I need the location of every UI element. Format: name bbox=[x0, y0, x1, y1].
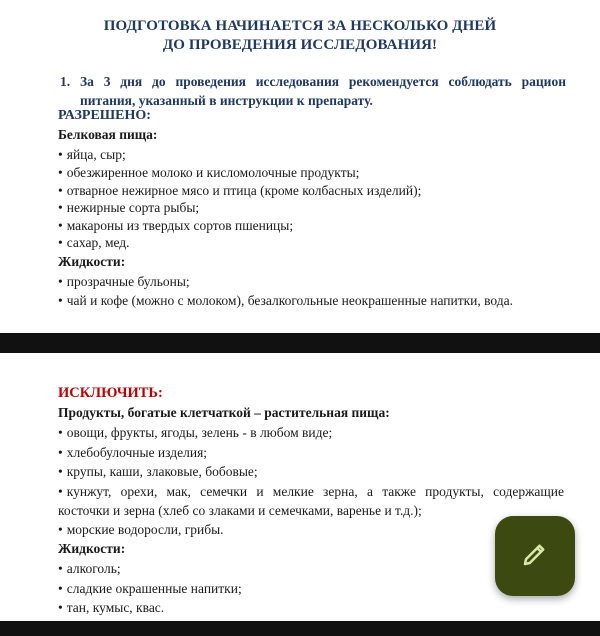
list-item: • овощи, фрукты, ягоды, зелень - в любом виде; bbox=[58, 425, 333, 440]
bottom-bar bbox=[0, 621, 600, 636]
list-item: • хлебобулочные изделия; bbox=[58, 445, 208, 460]
liquids-heading: Жидкости: bbox=[58, 254, 126, 269]
list-item: • тан, кумыс, квас. bbox=[58, 600, 165, 615]
list-item: • алкоголь; bbox=[58, 561, 121, 576]
edit-button[interactable] bbox=[495, 516, 575, 596]
protein-heading: Белковая пища: bbox=[58, 127, 158, 142]
allowed-label: РАЗРЕШЕНО: bbox=[58, 108, 151, 123]
list-item: • отварное нежирное мясо и птица (кроме колбасных изделий); bbox=[58, 183, 422, 198]
liquids-heading-2: Жидкости: bbox=[58, 541, 126, 556]
list-item: • морские водоросли, грибы. bbox=[58, 522, 224, 537]
list-item-seeds: • кунжут, орехи, мак, семечки и мелкие зерна, а также продукты, содержащие bbox=[58, 484, 564, 499]
list-item-seeds-continued: косточки и зерна (хлеб со злаками и семечками, варенье и т.д.); bbox=[58, 503, 422, 518]
pencil-icon bbox=[520, 539, 550, 574]
numbered-item-1 bbox=[60, 72, 566, 110]
list-item: • обезжиренное молоко и кисломолочные продукты; bbox=[58, 165, 360, 180]
exclude-label: ИСКЛЮЧИТЬ: bbox=[58, 385, 163, 401]
list-item: • сладкие окрашенные напитки; bbox=[58, 581, 242, 596]
list-item: • нежирные сорта рыбы; bbox=[58, 200, 200, 215]
fiber-heading: Продукты, богатые клетчаткой – растительная пища: bbox=[58, 405, 390, 420]
page-title-line-2: ДО ПРОВЕДЕНИЯ ИССЛЕДОВАНИЯ! bbox=[162, 37, 438, 53]
page-divider bbox=[0, 333, 600, 353]
list-item: • сахар, мед. bbox=[58, 235, 130, 250]
list-item: • яйца, сыр; bbox=[58, 147, 126, 162]
list-item: • прозрачные бульоны; bbox=[58, 274, 190, 289]
item-text: За 3 дня до проведения исследования рекомендуется соблюдать рацион питания, указанный в инструкции к препарату. bbox=[80, 74, 566, 108]
list-item: • чай и кофе (можно с молоком), безалкогольные неокрашенные напитки, вода. bbox=[58, 293, 514, 308]
list-item: • крупы, каши, злаковые, бобовые; bbox=[58, 464, 258, 479]
item-number: 1. bbox=[60, 74, 71, 89]
list-item: • макароны из твердых сортов пшеницы; bbox=[58, 218, 294, 233]
page-title-line-1: ПОДГОТОВКА НАЧИНАЕТСЯ ЗА НЕСКОЛЬКО ДНЕЙ bbox=[103, 18, 497, 34]
